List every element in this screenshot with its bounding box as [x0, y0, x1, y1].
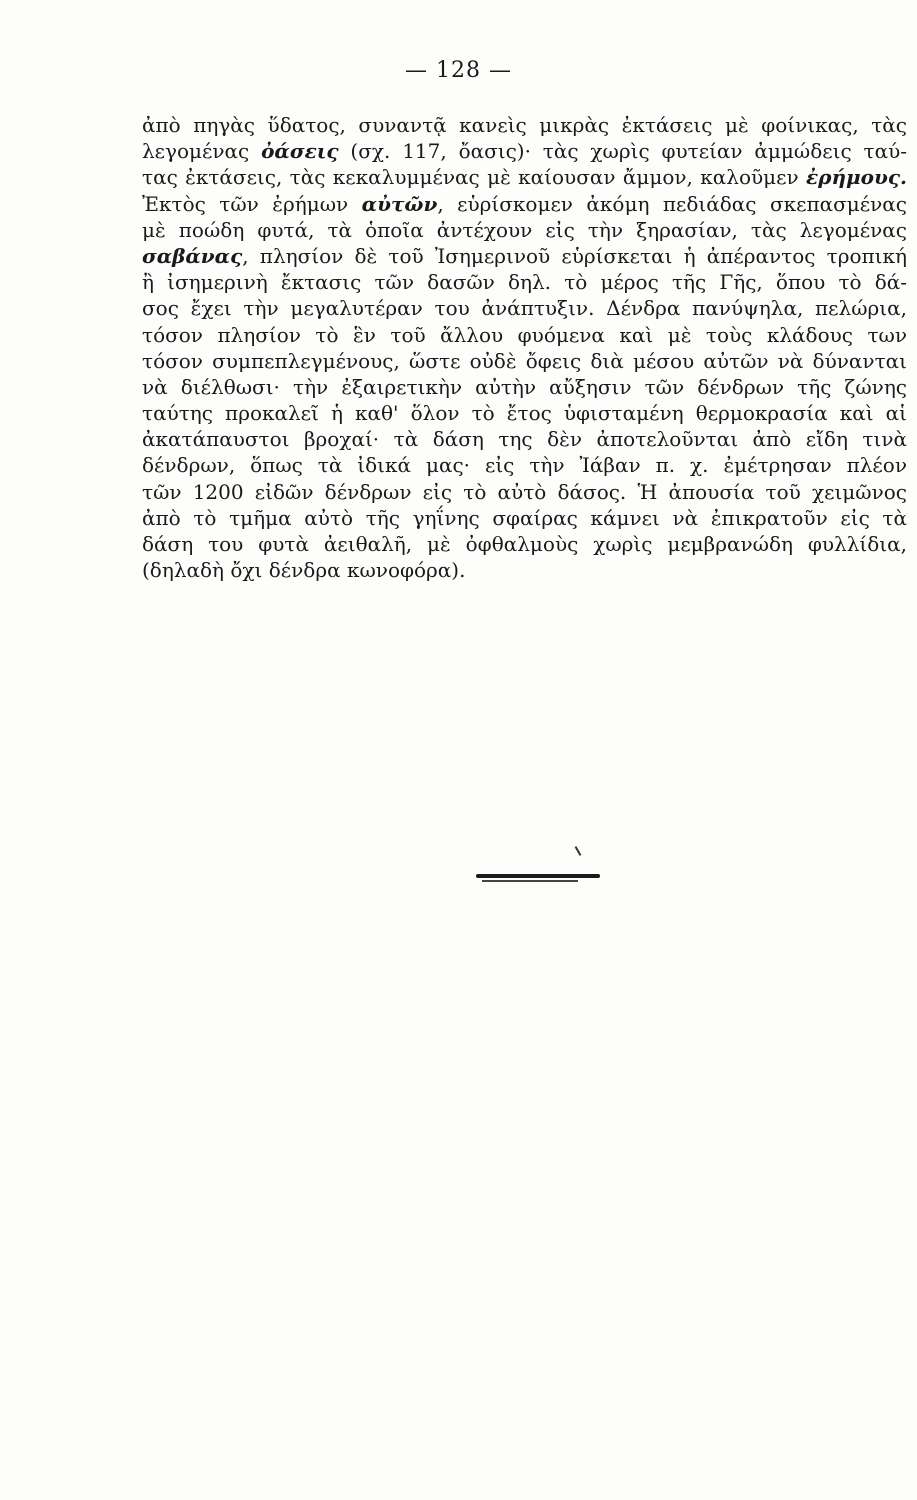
text-line — [142, 191, 907, 217]
text-line: τόσον πλησίον τὸ ἓν τοῦ ἄλλου φυόμενα καὶ μὲ τοὺς κλάδους των — [142, 322, 907, 347]
text-line — [142, 243, 907, 269]
text-line: ἀπὸ πηγὰς ὕδατος, συναντᾷ κανεὶς μικρὰς ἐκτάσεις μὲ φοίνικας, τὰς — [142, 113, 907, 137]
text-run: λεγομένας — [142, 139, 262, 164]
text-line: ταύτης προκαλεῖ ἡ καθ' ὅλον τὸ ἔτος ὑφισταμένη θερμοκρασία καὶ αἱ — [142, 401, 907, 426]
text-line: τόσον συμπεπλεγμένους, ὥστε οὐδὲ ὄφεις διὰ μέσου αὐτῶν νὰ δύνανται — [142, 348, 907, 373]
text-line: μὲ ποώδη φυτά, τὰ ὁποῖα ἀντέχουν εἰς τὴν ξηρασίαν, τὰς λεγομένας — [142, 217, 907, 242]
text-run: , εὑρίσκομεν ἀκόμη πεδιάδας σκεπασμένας — [437, 191, 907, 216]
emphasized-term: ἐρήμους. — [806, 165, 907, 190]
text-line: δάση του φυτὰ ἀειθαλῆ, μὲ ὀφθαλμοὺς χωρὶς μεμβρανώδη φυλλίδια, — [142, 532, 907, 556]
text-line: τῶν 1200 εἰδῶν δένδρων εἰς τὸ αὐτὸ δάσος. Ἡ ἀπουσία τοῦ χειμῶνος — [142, 479, 907, 504]
text-run: , πλησίον δὲ τοῦ Ἰσημερινοῦ εὑρίσκεται ἡ ἀπέραντος τροπική — [242, 243, 907, 268]
text-line — [142, 164, 907, 190]
text-line: ἀπὸ τὸ τμῆμα αὐτὸ τῆς γηΐνης σφαίρας κάμνει νὰ ἐπικρατοῦν εἰς τὰ — [142, 505, 907, 530]
emphasized-term: σαβάνας — [142, 243, 243, 268]
text-run: (σχ. 117, ὄασις)· τὰς χωρὶς φυτείαν ἀμμώδεις ταύ- — [338, 139, 907, 164]
text-line: (δηλαδὴ ὄχι δένδρα κωνοφόρα). — [142, 558, 466, 583]
text-line — [142, 138, 907, 164]
text-line: δένδρων, ὅπως τὰ ἰδικά μας· εἰς τὴν Ἰάβαν π. χ. ἐμέτρησαν πλέον — [142, 453, 907, 478]
text-run: Ἐκτὸς τῶν ἐρήμων — [142, 191, 362, 216]
section-end-rule — [476, 874, 600, 878]
emphasized-term: αὐτῶν — [361, 191, 438, 216]
text-run: τας ἐκτάσεις, τὰς κεκαλυμμένας μὲ καίουσαν ἄμμον, καλοῦμεν — [142, 165, 806, 190]
ink-mark — [575, 846, 582, 856]
text-line: ἢ ἰσημερινὴ ἔκτασις τῶν δασῶν δηλ. τὸ μέρος τῆς Γῆς, ὅπου τὸ δά- — [142, 270, 907, 295]
section-end-rule-underline — [482, 880, 578, 882]
text-line: νὰ διέλθωσι· τὴν ἐξαιρετικὴν αὐτὴν αὔξησιν τῶν δένδρων τῆς ζώνης — [142, 374, 907, 399]
page-number: — 128 — — [405, 58, 512, 83]
text-line: ἀκατάπαυστοι βροχαί· τὰ δάση της δὲν ἀποτελοῦνται ἀπὸ εἴδη τινὰ — [142, 427, 907, 452]
emphasized-term: ὀάσεις — [261, 139, 339, 164]
paragraph — [142, 112, 907, 583]
text-line: σος ἔχει τὴν μεγαλυτέραν του ἀνάπτυξιν. Δένδρα πανύψηλα, πελώρια, — [142, 296, 907, 321]
